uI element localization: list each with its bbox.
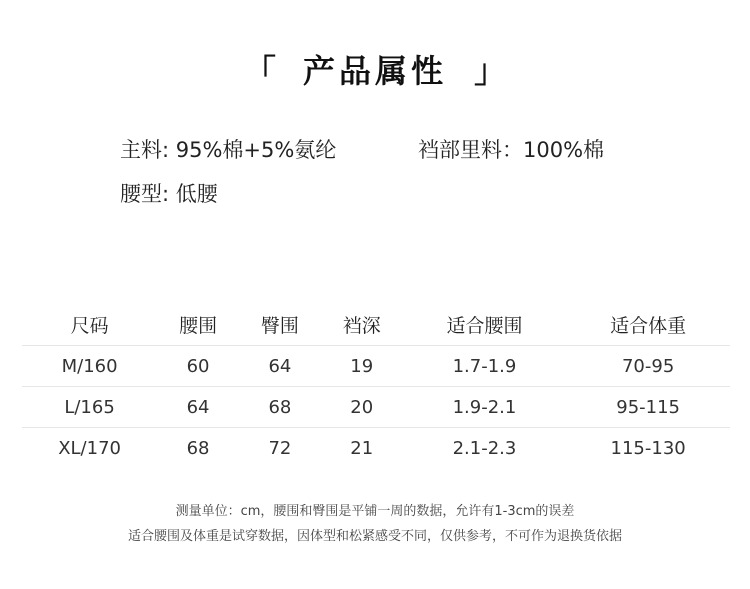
page-title: 产品属性	[302, 52, 447, 90]
table-row	[22, 387, 730, 428]
cell-waist: 64	[157, 387, 239, 428]
cell-hip: 64	[239, 346, 321, 387]
main-material-attribute: 主料: 95%棉+5%氨纶	[120, 138, 337, 162]
size-table	[22, 303, 730, 468]
title-section	[0, 46, 750, 96]
header-waist: 腰围	[157, 303, 239, 346]
table-header-row	[22, 303, 730, 346]
cell-fit-waist: 2.1-2.3	[452, 437, 517, 459]
cell-hip: 72	[268, 437, 292, 459]
waist-type-attribute: 腰型: 低腰	[120, 182, 218, 206]
header-hip: 臀围	[239, 303, 321, 346]
cell-fit-weight: 70-95	[566, 346, 730, 387]
cell-waist: 68	[186, 437, 210, 459]
header-size: 尺码	[22, 303, 157, 346]
table-row	[22, 346, 730, 387]
cell-crotch-depth: 19	[321, 346, 403, 387]
cell-crotch-depth: 20	[321, 387, 403, 428]
right-bracket: 」	[474, 52, 507, 90]
cell-size: L/165	[22, 387, 157, 428]
cell-waist: 60	[157, 346, 239, 387]
cell-size: XL/170	[58, 437, 121, 459]
measurement-note: 测量单位：cm，腰围和臀围是平铺一周的数据，允许有1-3cm的误差	[175, 504, 575, 519]
cell-crotch-depth: 21	[350, 437, 374, 459]
table-row	[22, 428, 730, 469]
left-bracket: 「	[243, 52, 276, 90]
cell-fit-waist: 1.7-1.9	[403, 346, 567, 387]
header-crotch-depth: 裆深	[321, 303, 403, 346]
cell-size: M/160	[22, 346, 157, 387]
cell-fit-waist: 1.9-2.1	[403, 387, 567, 428]
header-fit-weight: 适合体重	[566, 303, 730, 346]
cell-fit-weight: 115-130	[610, 437, 686, 459]
cell-hip: 68	[239, 387, 321, 428]
cell-fit-weight: 95-115	[566, 387, 730, 428]
fit-disclaimer-note: 适合腰围及体重是试穿数据，因体型和松紧感受不同，仅供参考，不可作为退换货依据	[127, 529, 622, 544]
crotch-lining-attribute: 裆部里料：100%棉	[418, 138, 605, 162]
header-fit-waist: 适合腰围	[403, 303, 567, 346]
